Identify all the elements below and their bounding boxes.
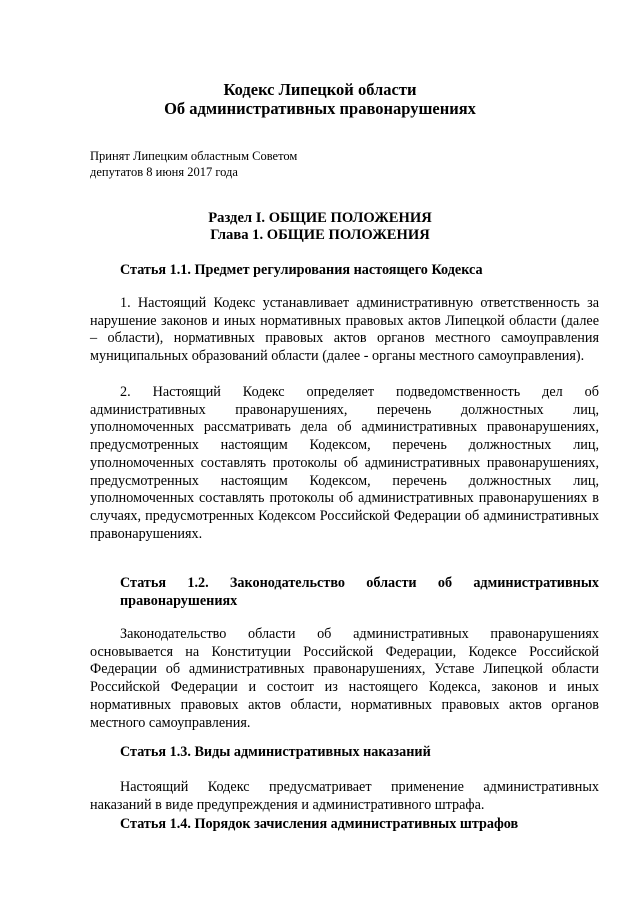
article-1-3-paragraph-1: Настоящий Кодекс предусматривает применение административных наказаний в виде предупреждения и административного штрафа. [90,779,599,813]
adoption-note [90,149,390,180]
document-title [0,80,640,118]
section-header [0,210,640,244]
adoption-line-1: Принят Липецким областным Советом [90,149,298,163]
article-1-1-paragraph-2: 2. Настоящий Кодекс определяет подведомственность дел об административных правонарушениях, перечень должностных лиц, уполномоченных рассматривать дела об административных правонарушениях, предусмотренных настоящим Кодексом, перечень должностных лиц, уполномоченных составлять протоколы об административных правонарушениях, предусмотренных настоящим Кодексом, перечень должностных лиц, уполномоченных составлять протоколы об административных правонарушениях в случаях, предусмотренных Кодексом Российской Федерации об административных правонарушениях. [90,384,599,542]
adoption-line-2: депутатов 8 июня 2017 года [90,164,238,179]
article-1-2-heading: Статья 1.2. Законодательство области об административных правонарушениях [120,575,599,609]
article-1-2-paragraph-1: Законодательство области об административных правонарушениях основывается на Конституции Российской Федерации, Кодексе Российской Федерации об административных правонарушениях, Уставе Липецкой области Российской Федерации и состоит из настоящего Кодекса, законов и иных нормативных правовых актов области, нормативных правовых актов органов местного самоуправления. [90,626,599,731]
section-title: Раздел I. ОБЩИЕ ПОЛОЖЕНИЯ [208,210,432,226]
article-1-1-heading: Статья 1.1. Предмет регулирования настоящего Кодекса [120,262,483,278]
article-1-4-heading: Статья 1.4. Порядок зачисления административных штрафов [120,816,519,832]
title-line-1: Кодекс Липецкой области [223,80,417,99]
title-line-2: Об административных правонарушениях [164,99,476,118]
article-1-1-paragraph-1: 1. Настоящий Кодекс устанавливает административную ответственность за нарушение законов и иных нормативных правовых актов Липецкой области (далее – области), нормативных правовых актов органов местного самоуправления муниципальных образований области (далее - органы местного самоуправления). [90,295,599,365]
article-1-3-heading: Статья 1.3. Виды административных наказаний [120,744,431,760]
chapter-title: Глава 1. ОБЩИЕ ПОЛОЖЕНИЯ [210,227,430,243]
